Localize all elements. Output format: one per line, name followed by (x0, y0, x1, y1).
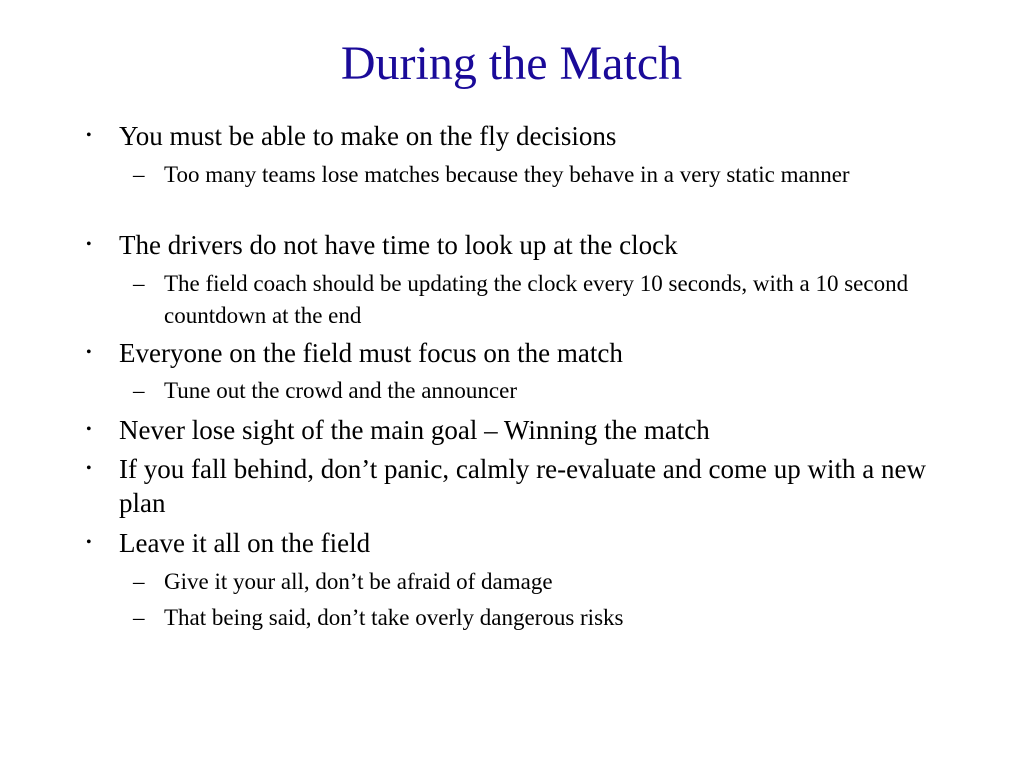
bullet-text: Everyone on the field must focus on the match (119, 338, 623, 368)
bullet-item (86, 452, 946, 520)
slide-title: During the Match (340, 37, 683, 90)
sub-bullet-item (133, 268, 953, 332)
sub-bullet-text: Tune out the crowd and the announcer (164, 378, 518, 403)
bullet-text: If you fall behind, don’t panic, calmly re-evaluate and come up with a new plan (119, 454, 926, 518)
bullet-icon: • (86, 236, 92, 253)
sub-bullet-item (133, 566, 953, 598)
sub-bullet-item (133, 159, 953, 191)
dash-icon: – (133, 162, 145, 187)
sub-bullet-item (133, 602, 953, 634)
sub-bullet-text: Give it your all, don’t be afraid of damage (164, 569, 553, 594)
bullet-text: You must be able to make on the fly decisions (119, 121, 617, 151)
dash-icon: – (133, 569, 145, 594)
bullet-item (86, 336, 946, 370)
bullet-item (86, 228, 946, 262)
bullet-item (86, 413, 946, 447)
dash-icon: – (133, 271, 145, 296)
bullet-icon: • (86, 344, 92, 361)
bullet-icon: • (86, 460, 92, 477)
dash-icon: – (133, 378, 145, 403)
sub-bullet-text: Too many teams lose matches because they behave in a very static manner (164, 162, 850, 187)
bullet-icon: • (86, 534, 92, 551)
bullet-text: The drivers do not have time to look up at the clock (119, 230, 678, 260)
bullet-item (86, 119, 946, 153)
sub-bullet-text: That being said, don’t take overly dangerous risks (164, 605, 624, 630)
sub-bullet-item (133, 375, 953, 407)
bullet-item (86, 526, 946, 560)
bullet-text: Leave it all on the field (119, 528, 371, 558)
bullet-icon: • (86, 127, 92, 144)
dash-icon: – (133, 605, 145, 630)
bullet-icon: • (86, 421, 92, 438)
bullet-text: Never lose sight of the main goal – Winning the match (119, 415, 710, 445)
sub-bullet-text: The field coach should be updating the clock every 10 seconds, with a 10 second countdown at the end (164, 271, 909, 328)
